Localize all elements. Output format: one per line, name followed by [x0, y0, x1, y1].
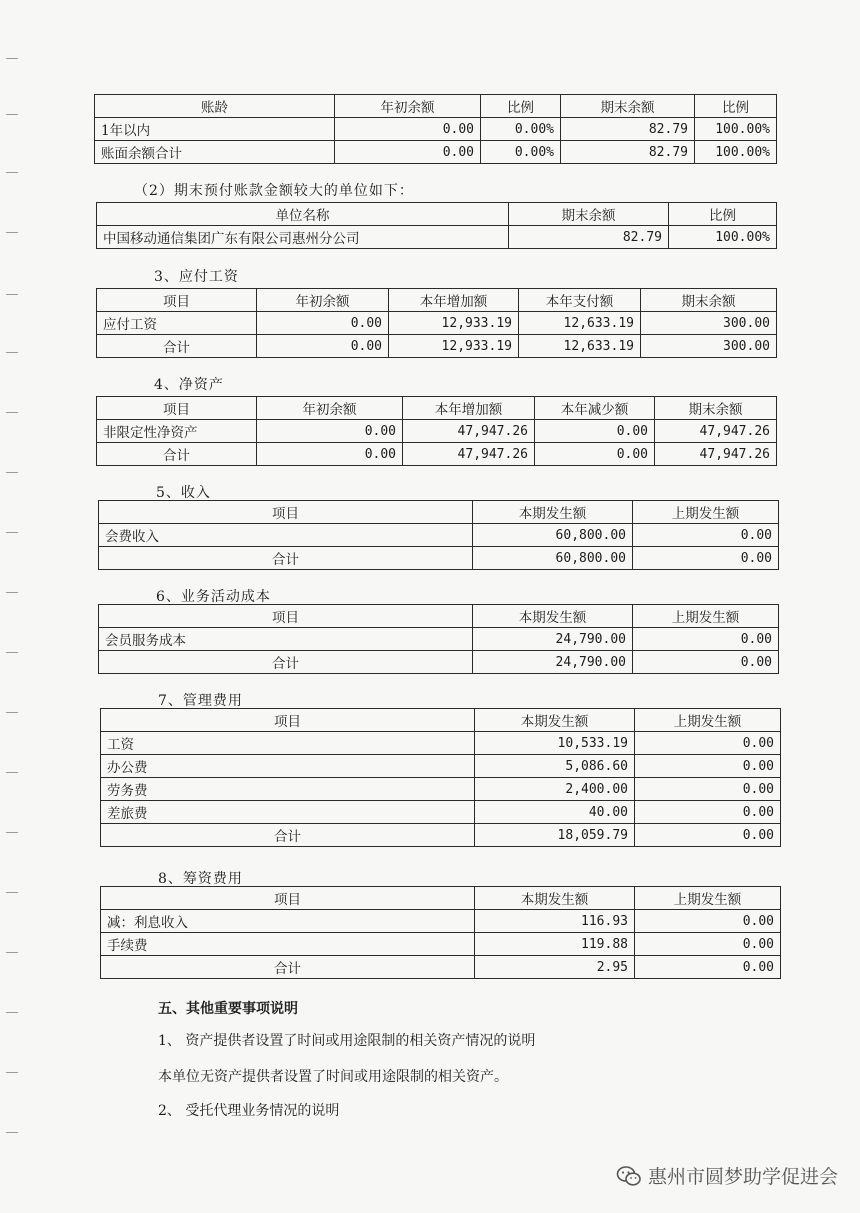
table-cell: 5,086.60 — [475, 755, 635, 778]
table-row — [101, 933, 781, 956]
table-cell: 24,790.00 — [473, 651, 633, 674]
binding-mark — [6, 532, 18, 533]
table-cell: 合计 — [99, 651, 473, 674]
table-cell: 0.00 — [633, 524, 779, 547]
table-cell: 0.00 — [635, 755, 781, 778]
table-cell: 0.00% — [481, 118, 561, 141]
section-title: 4、净资产 — [154, 377, 224, 393]
table-header-row — [101, 887, 781, 910]
header-cell: 本期发生额 — [475, 709, 635, 732]
table-cell: 40.00 — [475, 801, 635, 824]
header-cell: 项目 — [97, 289, 257, 312]
binding-mark — [6, 232, 18, 233]
table-cell: 0.00 — [257, 335, 389, 358]
table-cell: 会员服务成本 — [99, 628, 473, 651]
table-row — [97, 420, 777, 443]
table-cell: 12,933.19 — [389, 312, 519, 335]
table-cell: 119.88 — [475, 933, 635, 956]
section-title: 6、业务活动成本 — [156, 589, 271, 605]
header-cell: 本年增加额 — [389, 289, 519, 312]
table-cell: 82.79 — [561, 118, 695, 141]
table-cell: 0.00 — [635, 824, 781, 847]
header-cell: 本期发生额 — [473, 501, 633, 524]
table-row — [99, 524, 779, 547]
binding-mark — [6, 114, 18, 115]
table-row — [101, 910, 781, 933]
table-row — [99, 651, 779, 674]
table-cell: 手续费 — [101, 933, 475, 956]
header-cell: 本期发生额 — [473, 605, 633, 628]
table-header-row — [95, 95, 777, 118]
table-row — [95, 118, 777, 141]
table-header-row — [101, 709, 781, 732]
financing-cost-table — [100, 886, 781, 979]
table-cell: 0.00 — [635, 801, 781, 824]
table-cell: 1年以内 — [95, 118, 335, 141]
header-cell: 本期发生额 — [475, 887, 635, 910]
table-cell: 0.00 — [635, 910, 781, 933]
table-cell: 0.00 — [635, 778, 781, 801]
watermark — [616, 1162, 838, 1189]
table-cell: 会费收入 — [99, 524, 473, 547]
table-cell: 116.93 — [475, 910, 635, 933]
table-cell: 0.00 — [635, 732, 781, 755]
binding-mark — [6, 1072, 18, 1073]
table-cell: 100.00% — [695, 118, 777, 141]
income-table — [98, 500, 779, 570]
table-cell: 合计 — [97, 443, 257, 466]
section-title: 5、收入 — [156, 485, 211, 501]
section-title: （2）期末预付账款金额较大的单位如下： — [134, 183, 414, 199]
net-assets-table — [96, 396, 777, 466]
table-cell: 300.00 — [641, 335, 777, 358]
table-cell: 0.00 — [257, 420, 403, 443]
table-cell: 合计 — [99, 547, 473, 570]
header-cell: 账龄 — [95, 95, 335, 118]
binding-mark — [6, 652, 18, 653]
binding-mark — [6, 1132, 18, 1133]
table-cell: 60,800.00 — [473, 547, 633, 570]
item-1-text: 本单位无资产提供者设置了时间或用途限制的相关资产。 — [158, 1069, 508, 1085]
header-cell: 项目 — [99, 605, 473, 628]
prepaid-units-table — [96, 202, 777, 249]
section-title: 8、筹资费用 — [158, 871, 243, 887]
table-cell: 12,633.19 — [519, 335, 641, 358]
table-cell: 0.00 — [257, 312, 389, 335]
header-cell: 上期发生额 — [633, 605, 779, 628]
header-cell: 年初余额 — [257, 397, 403, 420]
table-cell: 0.00% — [481, 141, 561, 164]
table-cell: 82.79 — [561, 141, 695, 164]
header-cell: 本年增加额 — [403, 397, 535, 420]
header-cell: 本年减少额 — [535, 397, 655, 420]
business-cost-table — [98, 604, 779, 674]
table-header-row — [97, 289, 777, 312]
header-cell: 项目 — [101, 887, 475, 910]
watermark-text: 惠州市圆梦助学促进会 — [647, 1166, 838, 1188]
table-cell: 47,947.26 — [655, 420, 777, 443]
table-row — [97, 335, 777, 358]
binding-mark — [6, 952, 18, 953]
table-cell: 合计 — [101, 956, 475, 979]
header-cell: 期末余额 — [641, 289, 777, 312]
table-cell: 0.00 — [335, 118, 481, 141]
table-cell: 账面余额合计 — [95, 141, 335, 164]
binding-mark — [6, 58, 18, 59]
table-cell: 300.00 — [641, 312, 777, 335]
binding-mark — [6, 712, 18, 713]
header-cell: 本年支付额 — [519, 289, 641, 312]
wechat-icon — [616, 1165, 642, 1187]
table-cell: 工资 — [101, 732, 475, 755]
section-heading: 五、其他重要事项说明 — [158, 1001, 298, 1017]
table-row — [95, 141, 777, 164]
table-cell: 18,059.79 — [475, 824, 635, 847]
table-cell: 82.79 — [509, 226, 669, 249]
table-cell: 应付工资 — [97, 312, 257, 335]
table-cell: 47,947.26 — [403, 443, 535, 466]
header-cell: 比例 — [481, 95, 561, 118]
admin-expense-table — [100, 708, 781, 847]
table-cell: 12,933.19 — [389, 335, 519, 358]
binding-mark — [6, 172, 18, 173]
table-row — [101, 732, 781, 755]
table-cell: 差旅费 — [101, 801, 475, 824]
header-cell: 上期发生额 — [635, 887, 781, 910]
header-cell: 年初余额 — [335, 95, 481, 118]
binding-mark — [6, 592, 18, 593]
table-row — [101, 801, 781, 824]
table-row — [97, 443, 777, 466]
binding-mark — [6, 472, 18, 473]
header-cell: 期末余额 — [561, 95, 695, 118]
header-cell: 比例 — [695, 95, 777, 118]
table-cell: 0.00 — [635, 956, 781, 979]
table-cell: 0.00 — [257, 443, 403, 466]
table-cell: 60,800.00 — [473, 524, 633, 547]
table-cell: 办公费 — [101, 755, 475, 778]
table-cell: 0.00 — [635, 933, 781, 956]
header-cell: 项目 — [101, 709, 475, 732]
table-cell: 0.00 — [535, 420, 655, 443]
table-cell: 0.00 — [633, 628, 779, 651]
table-cell: 100.00% — [669, 226, 777, 249]
table-cell: 24,790.00 — [473, 628, 633, 651]
table-row — [99, 628, 779, 651]
table-cell: 合计 — [101, 824, 475, 847]
table-row — [97, 312, 777, 335]
table-header-row — [99, 605, 779, 628]
header-cell: 年初余额 — [257, 289, 389, 312]
payroll-table — [96, 288, 777, 358]
header-cell: 项目 — [97, 397, 257, 420]
header-cell: 单位名称 — [97, 203, 509, 226]
table-header-row — [97, 203, 777, 226]
section-title: 7、管理费用 — [158, 693, 243, 709]
table-row — [101, 824, 781, 847]
table-cell: 100.00% — [695, 141, 777, 164]
table-cell: 47,947.26 — [655, 443, 777, 466]
binding-mark — [6, 832, 18, 833]
table-row — [101, 778, 781, 801]
header-cell: 期末余额 — [509, 203, 669, 226]
binding-mark — [6, 294, 18, 295]
item-2-title: 2、 受托代理业务情况的说明 — [158, 1103, 340, 1119]
table-cell: 47,947.26 — [403, 420, 535, 443]
table-cell: 10,533.19 — [475, 732, 635, 755]
header-cell: 项目 — [99, 501, 473, 524]
table-cell: 2.95 — [475, 956, 635, 979]
header-cell: 上期发生额 — [635, 709, 781, 732]
header-cell: 上期发生额 — [633, 501, 779, 524]
table-row — [101, 755, 781, 778]
table-cell: 2,400.00 — [475, 778, 635, 801]
binding-mark — [6, 412, 18, 413]
table-cell: 中国移动通信集团广东有限公司惠州分公司 — [97, 226, 509, 249]
table-row — [101, 956, 781, 979]
binding-mark — [6, 352, 18, 353]
table-cell: 0.00 — [633, 651, 779, 674]
table-header-row — [99, 501, 779, 524]
table-cell: 0.00 — [535, 443, 655, 466]
table-cell: 合计 — [97, 335, 257, 358]
item-1-title: 1、 资产提供者设置了时间或用途限制的相关资产情况的说明 — [158, 1033, 536, 1049]
binding-mark — [6, 772, 18, 773]
table-cell: 非限定性净资产 — [97, 420, 257, 443]
section-title: 3、应付工资 — [154, 269, 239, 285]
binding-mark — [6, 1012, 18, 1013]
table-cell: 0.00 — [335, 141, 481, 164]
table-cell: 12,633.19 — [519, 312, 641, 335]
table-header-row — [97, 397, 777, 420]
table-row — [99, 547, 779, 570]
aging-table — [94, 94, 777, 164]
binding-mark — [6, 892, 18, 893]
table-row — [97, 226, 777, 249]
table-cell: 劳务费 — [101, 778, 475, 801]
table-cell: 0.00 — [633, 547, 779, 570]
table-cell: 减：利息收入 — [101, 910, 475, 933]
header-cell: 比例 — [669, 203, 777, 226]
header-cell: 期末余额 — [655, 397, 777, 420]
